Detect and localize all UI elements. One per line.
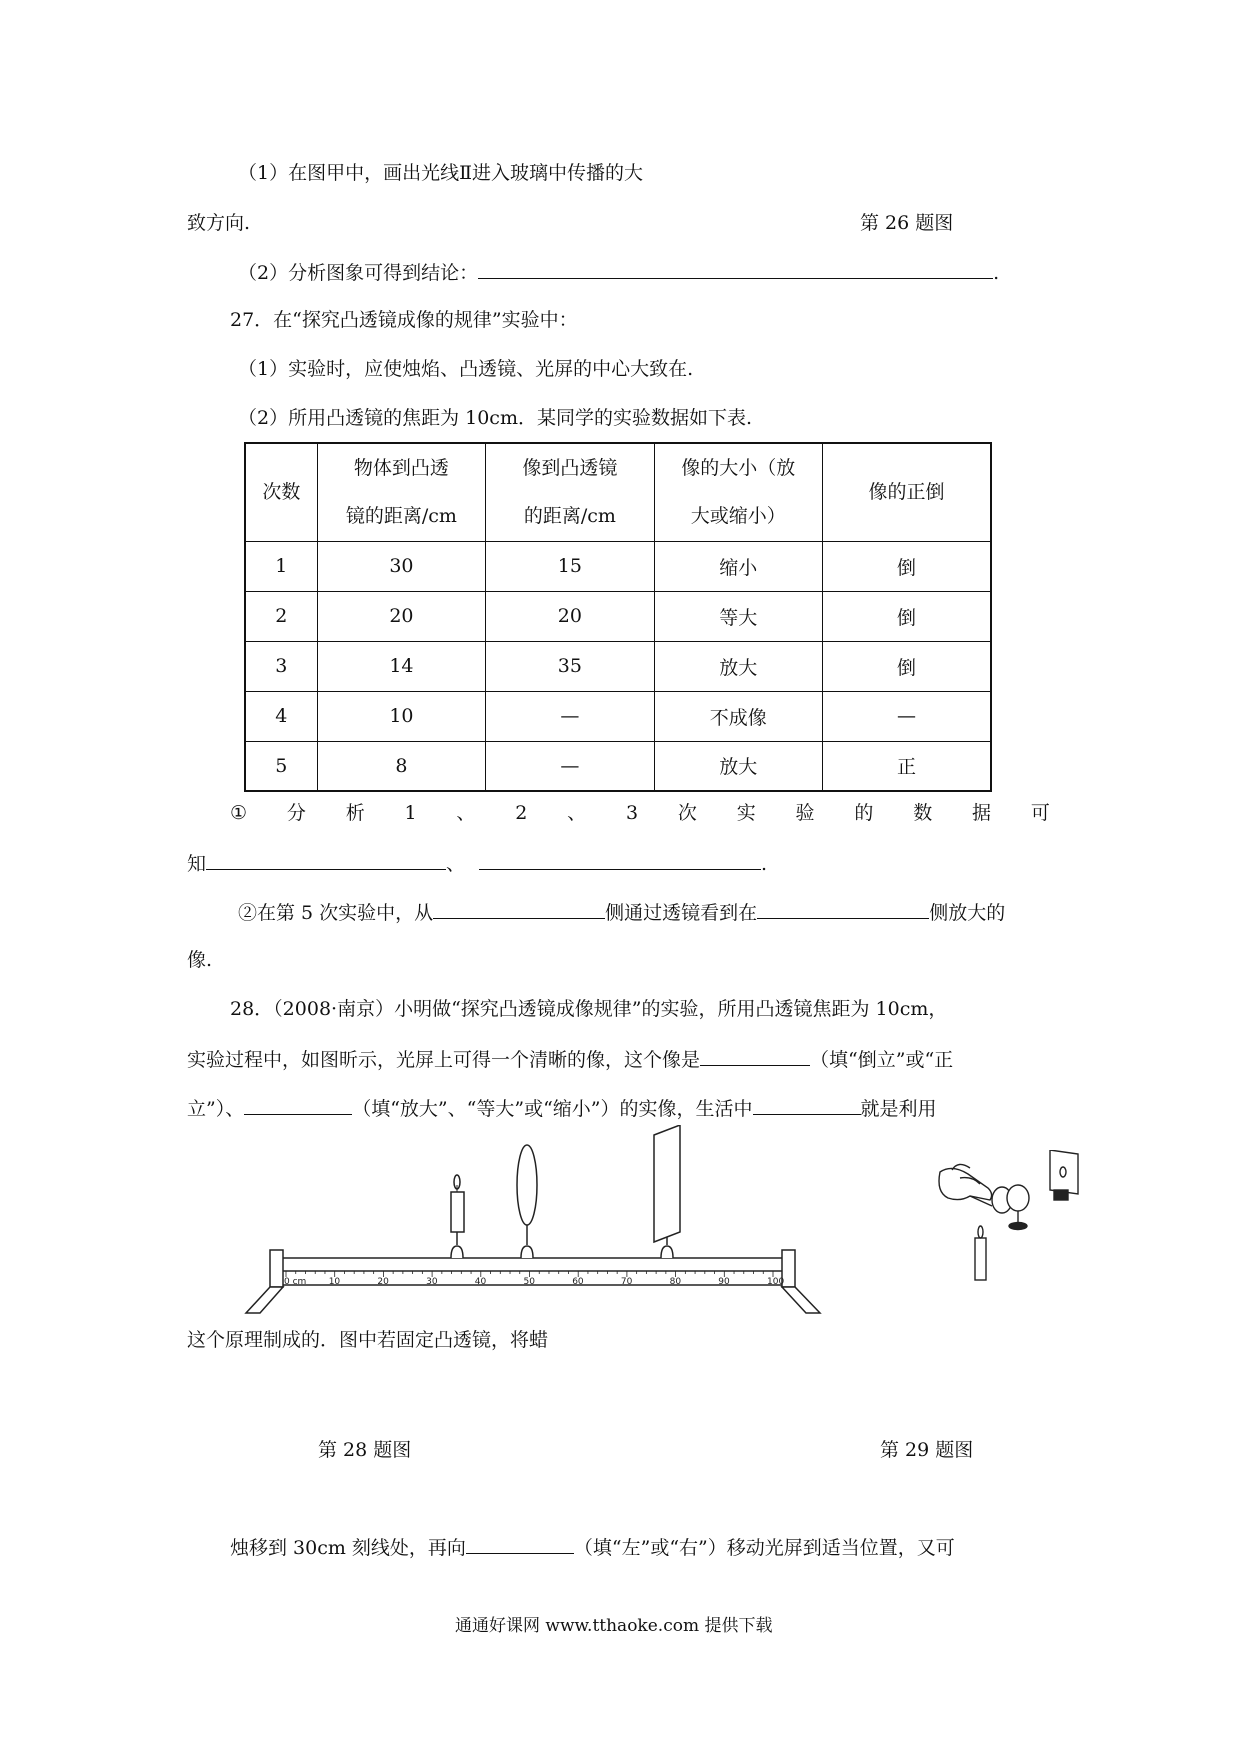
q28-line5: 烛移到 30cm 刻线处，再向 （填“左”或“右”）移动光屏到适当位置，又可 [230, 1533, 955, 1561]
candle-body-29 [975, 1238, 986, 1280]
table-header-row [245, 443, 991, 541]
ruler-label: 30 [426, 1277, 438, 1287]
screen-holder [661, 1246, 673, 1258]
table-cell: 20 [317, 591, 485, 641]
period: . [993, 262, 1000, 284]
answer-blank[interactable] [478, 258, 993, 279]
table-cell: — [486, 741, 654, 791]
q26-part1-line1: （1）在图甲中，画出光线Ⅱ进入玻璃中传播的大 [238, 162, 644, 184]
fig28-label: 第 28 题图 [318, 1439, 412, 1461]
q28-line3: 立”）、 （填“放大”、“等大”或“缩小”）的实像，生活中 就是利用 [187, 1094, 937, 1122]
answer-blank[interactable] [206, 849, 446, 870]
footer-text: 通通好课网 www.tthaoke.com 提供下载 [455, 1616, 773, 1636]
table-cell: 倒 [823, 541, 992, 591]
ruler-label: 0 cm [284, 1277, 307, 1287]
table-cell: 放大 [654, 641, 822, 691]
q26-part1-line2: 致方向. [187, 212, 251, 234]
candle-body [451, 1192, 464, 1232]
fig29-label: 第 29 题图 [880, 1439, 974, 1461]
header-cell: 像到凸透镜 的距离/cm [486, 443, 654, 541]
ruler-label: 20 [377, 1277, 389, 1287]
q27-q2-line2: 像. [187, 949, 213, 971]
header-cell: 像的正倒 [823, 443, 992, 541]
table-cell: 放大 [654, 741, 822, 791]
q27-q1-line2: 知 、 . [187, 849, 767, 877]
table-row [245, 591, 991, 641]
q27-part2: （2）所用凸透镜的焦距为 10cm．某同学的实验数据如下表. [238, 407, 753, 429]
table-row [245, 741, 991, 791]
answer-blank[interactable] [244, 1094, 352, 1115]
table-cell: 2 [245, 591, 317, 641]
table-row [245, 691, 991, 741]
table-cell: 3 [245, 641, 317, 691]
bench-left-end [270, 1250, 283, 1287]
candle-holder [451, 1246, 463, 1258]
q26-part2 [238, 258, 999, 286]
table-cell: 30 [317, 541, 485, 591]
table-cell: 倒 [823, 591, 992, 641]
table-cell: 1 [245, 541, 317, 591]
candle-flame-29 [978, 1226, 983, 1238]
table-cell: 10 [317, 691, 485, 741]
table-cell: 35 [486, 641, 654, 691]
light-screen [654, 1125, 680, 1242]
header-cell: 像的大小（放 大或缩小） [654, 443, 822, 541]
answer-blank[interactable] [753, 1094, 861, 1115]
table-cell: — [486, 691, 654, 741]
q27-intro: 27．在“探究凸透镜成像的规律”实验中： [230, 309, 578, 331]
table-cell: 不成像 [654, 691, 822, 741]
answer-blank[interactable] [757, 898, 929, 919]
answer-blank[interactable] [466, 1533, 574, 1554]
q27-q2-line1: ②在第 5 次实验中，从 侧通过透镜看到在 侧放大的 [238, 898, 1005, 926]
bench-right-leg [782, 1287, 820, 1313]
q26-figure-label: 第 26 题图 [860, 212, 954, 234]
optical-bench-figure [240, 1125, 830, 1335]
answer-blank[interactable] [700, 1045, 810, 1066]
lens-experiment-figure [930, 1150, 1080, 1310]
ruler-label: 80 [669, 1277, 682, 1287]
screen-29 [1050, 1150, 1078, 1194]
table-cell: 14 [317, 641, 485, 691]
header-cell: 物体到凸透 镜的距离/cm [317, 443, 485, 541]
table-cell: 20 [486, 591, 654, 641]
q28-line2: 实验过程中，如图昕示，光屏上可得一个清晰的像，这个像是 （填“倒立”或“正 [187, 1045, 953, 1073]
q27-q1-line1: ① 分 析 1 、 2 、 3 次 实 验 的 数 据 可 [230, 802, 1050, 824]
convex-lens [517, 1145, 537, 1225]
ruler-label: 90 [718, 1277, 730, 1287]
table-cell: 倒 [823, 641, 992, 691]
table-row [245, 641, 991, 691]
q27-part1: （1）实验时，应使烛焰、凸透镜、光屏的中心大致在. [238, 358, 694, 380]
table-cell: 8 [317, 741, 485, 791]
magnifier-lens [1007, 1185, 1029, 1211]
hand-shape [939, 1168, 992, 1200]
answer-blank[interactable] [479, 849, 761, 870]
answer-blank[interactable] [433, 898, 605, 919]
table-cell: 4 [245, 691, 317, 741]
table-cell: 正 [823, 741, 992, 791]
experiment-table [244, 442, 992, 792]
lens-holder [521, 1246, 533, 1258]
q26-part2-text: （2）分析图象可得到结论： [238, 262, 479, 284]
q28-line4: 这个原理制成的．图中若固定凸透镜，将蜡 [187, 1329, 549, 1351]
ruler-label: 60 [572, 1277, 584, 1287]
ruler-label: 100 [767, 1277, 785, 1287]
ruler-label: 50 [523, 1277, 535, 1287]
header-cell: 次数 [245, 443, 317, 541]
table-cell: — [823, 691, 992, 741]
ruler-label: 40 [474, 1277, 487, 1287]
table-cell: 缩小 [654, 541, 822, 591]
table-cell: 等大 [654, 591, 822, 641]
q28-line1: 28．（2008·南京）小明做“探究凸透镜成像规律”的实验，所用凸透镜焦距为 10cm， [230, 998, 948, 1020]
ruler-label: 10 [328, 1277, 341, 1287]
screen-base-29 [1054, 1190, 1068, 1200]
bench-left-leg [246, 1287, 283, 1313]
table-cell: 15 [486, 541, 654, 591]
ruler-label: 70 [620, 1277, 633, 1287]
table-cell: 5 [245, 741, 317, 791]
magnifier-base [1009, 1223, 1027, 1230]
table-row [245, 541, 991, 591]
